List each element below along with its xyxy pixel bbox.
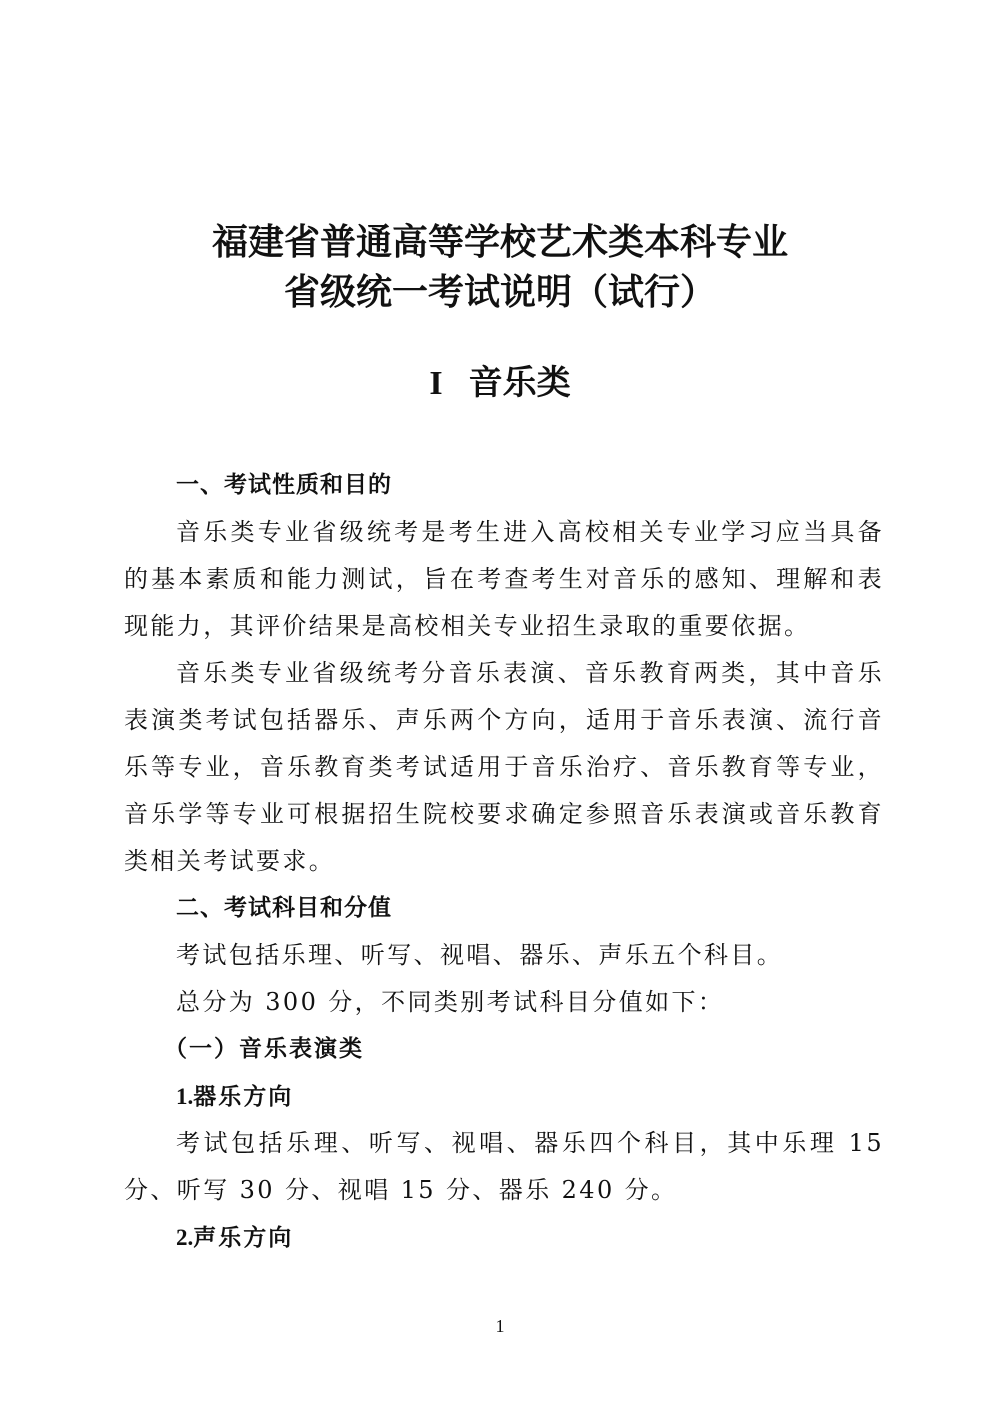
heading-exam-nature: 一、考试性质和目的 bbox=[176, 472, 392, 498]
item-instrumental-number: 1. bbox=[176, 1084, 194, 1109]
paragraph-instrumental-scores: 考试包括乐理、听写、视唱、器乐四个科目，其中乐理 15 分、听写 30 分、视唱 15 分、器乐 240 分。 bbox=[124, 1129, 884, 1204]
page-number: 1 bbox=[495, 1316, 505, 1336]
item-instrumental-label: 器乐方向 bbox=[193, 1083, 294, 1110]
paragraph-subject-list: 考试包括乐理、听写、视唱、器乐、声乐五个科目。 bbox=[176, 941, 784, 969]
heading-exam-subjects: 二、考试科目和分值 bbox=[176, 895, 392, 921]
paragraph-total-score: 总分为 300 分，不同类别考试科目分值如下： bbox=[176, 988, 725, 1016]
document-title-line2: 省级统一考试说明（试行） bbox=[283, 271, 716, 313]
item-vocal bbox=[124, 1214, 884, 1261]
paragraph-exam-purpose: 音乐类专业省级统考是考生进入高校相关专业学习应当具备的基本素质和能力测试，旨在考查考生对音乐的感知、理解和表现能力，其评价结果是高校相关专业招生录取的重要依据。 bbox=[124, 518, 884, 640]
item-vocal-label: 声乐方向 bbox=[193, 1224, 294, 1251]
section-name: 音乐类 bbox=[468, 363, 571, 403]
section-title bbox=[0, 360, 1000, 407]
document-title-line1: 福建省普通高等学校艺术类本科专业 bbox=[211, 221, 788, 263]
section-numeral: I bbox=[429, 365, 443, 402]
document-body bbox=[124, 462, 884, 1261]
paragraph-exam-categories: 音乐类专业省级统考分音乐表演、音乐教育两类，其中音乐表演类考试包括器乐、声乐两个方向，适用于音乐表演、流行音乐等专业，音乐教育类考试适用于音乐治疗、音乐教育等专业，音乐学等专业可根据招生院校要求确定参照音乐表演或音乐教育类相关考试要求。 bbox=[124, 659, 884, 875]
item-instrumental bbox=[124, 1073, 884, 1120]
item-vocal-number: 2. bbox=[176, 1225, 194, 1250]
subheading-performance: （一）音乐表演类 bbox=[164, 1036, 364, 1062]
